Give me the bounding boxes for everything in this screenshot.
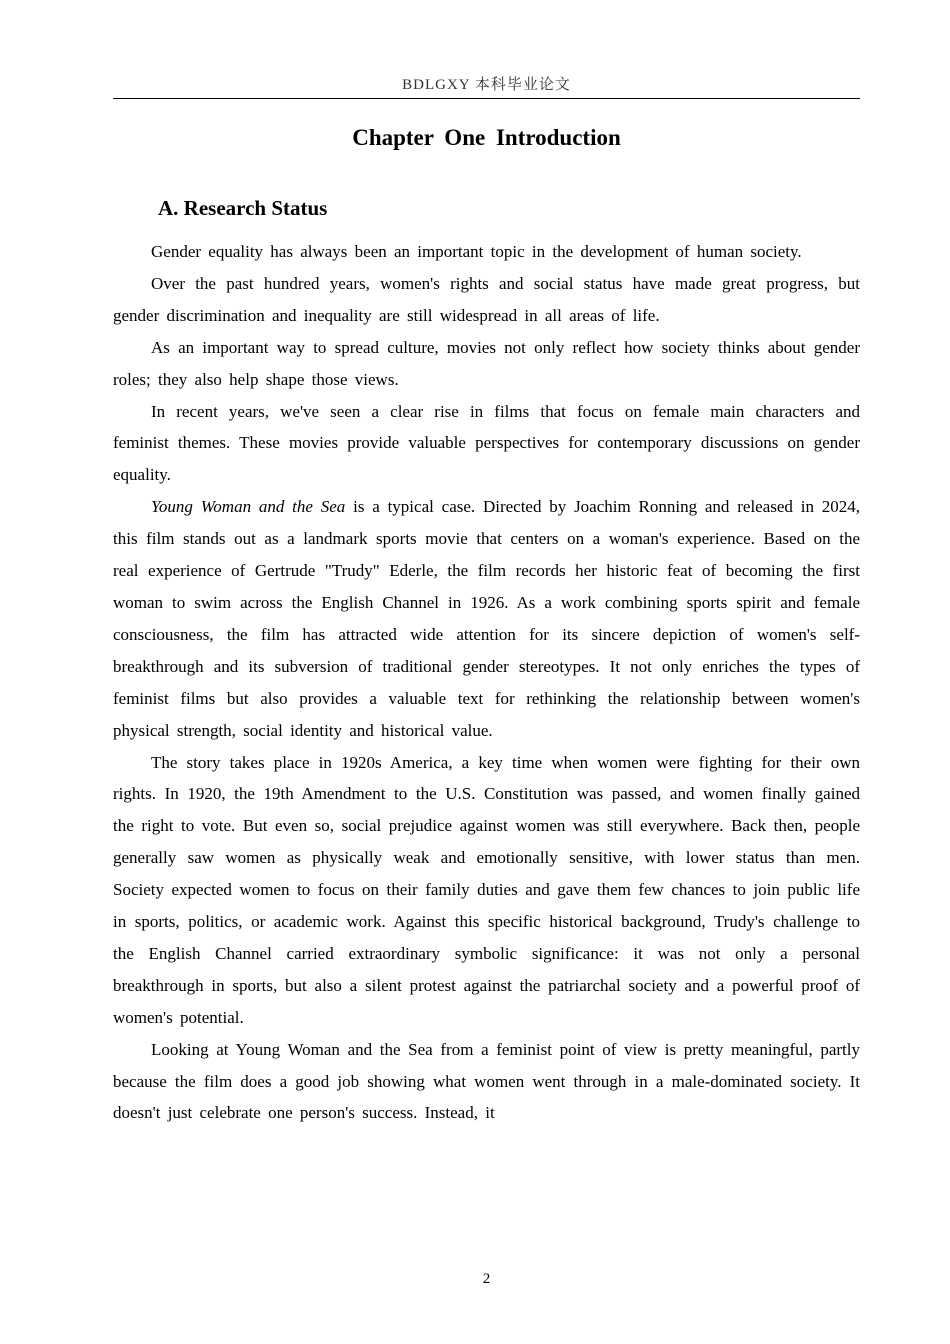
paragraph-6: The story takes place in 1920s America, a key time when women were fighting for their own rights. In 1920, the 19th Amendment to the U.S. Constitution was passed, and women finally gained the right to vote. But even so, social prejudice against women was still everywhere. Back then, people generally saw women as physically weak and emotionally sensitive, with lower status than men. Society expected women to focus on their family duties and gave them few chances to join public life in sports, politics, or academic work. Against this specific historical background, Trudy's challenge to the English Channel carried extraordinary symbolic significance: it was not only a personal breakthrough in sports, but also a silent protest against the patriarchal society and a powerful proof of women's potential.: [113, 752, 860, 1027]
page-number: 2: [482, 1271, 491, 1287]
paragraph-3: As an important way to spread culture, movies not only reflect how society thinks about gender roles; they also help shape those views.: [113, 337, 860, 389]
film-title: Young Woman and the Sea: [151, 497, 346, 517]
header-divider: [113, 98, 860, 99]
section-heading: A. Research Status: [158, 196, 328, 220]
paragraph-5: [113, 491, 860, 746]
paragraph-7: Looking at Young Woman and the Sea from a feminist point of view is pretty meaningful, partly because the film does a good job showing what women went through in a male-dominated society. It doesn't just celebrate one person's success. Instead, it: [113, 1039, 860, 1123]
chapter-title: Chapter One Introduction: [352, 125, 621, 150]
running-header: BDLGXY 本科毕业论文: [402, 77, 571, 93]
body-text: [113, 236, 860, 1129]
paragraph-1: Gender equality has always been an important topic in the development of human society.: [151, 242, 802, 261]
paragraph-2: Over the past hundred years, women's rights and social status have made great progress, but gender discrimination and inequality are still widespread in all areas of life.: [113, 273, 860, 325]
paragraph-4: In recent years, we've seen a clear rise in films that focus on female main characters and feminist themes. These movies provide valuable perspectives for contemporary discussions on gender equality.: [113, 401, 860, 485]
paragraph-5-text: is a typical case. Directed by Joachim Ronning and released in 2024, this film stands out as a landmark sports movie that centers on a woman's experience. Based on the real experience of Gertrude "Trudy" Ederle, the film records her historic feat of becoming the first woman to swim across the English Channel in 1926. As a work combining sports spirit and female consciousness, the film has attracted wide attention for its sincere depiction of women's self-breakthrough and its subversion of traditional gender stereotypes. It not only enriches the types of feminist films but also provides a valuable text for rethinking the relationship between women's physical strength, social identity and historical value.: [113, 497, 860, 740]
